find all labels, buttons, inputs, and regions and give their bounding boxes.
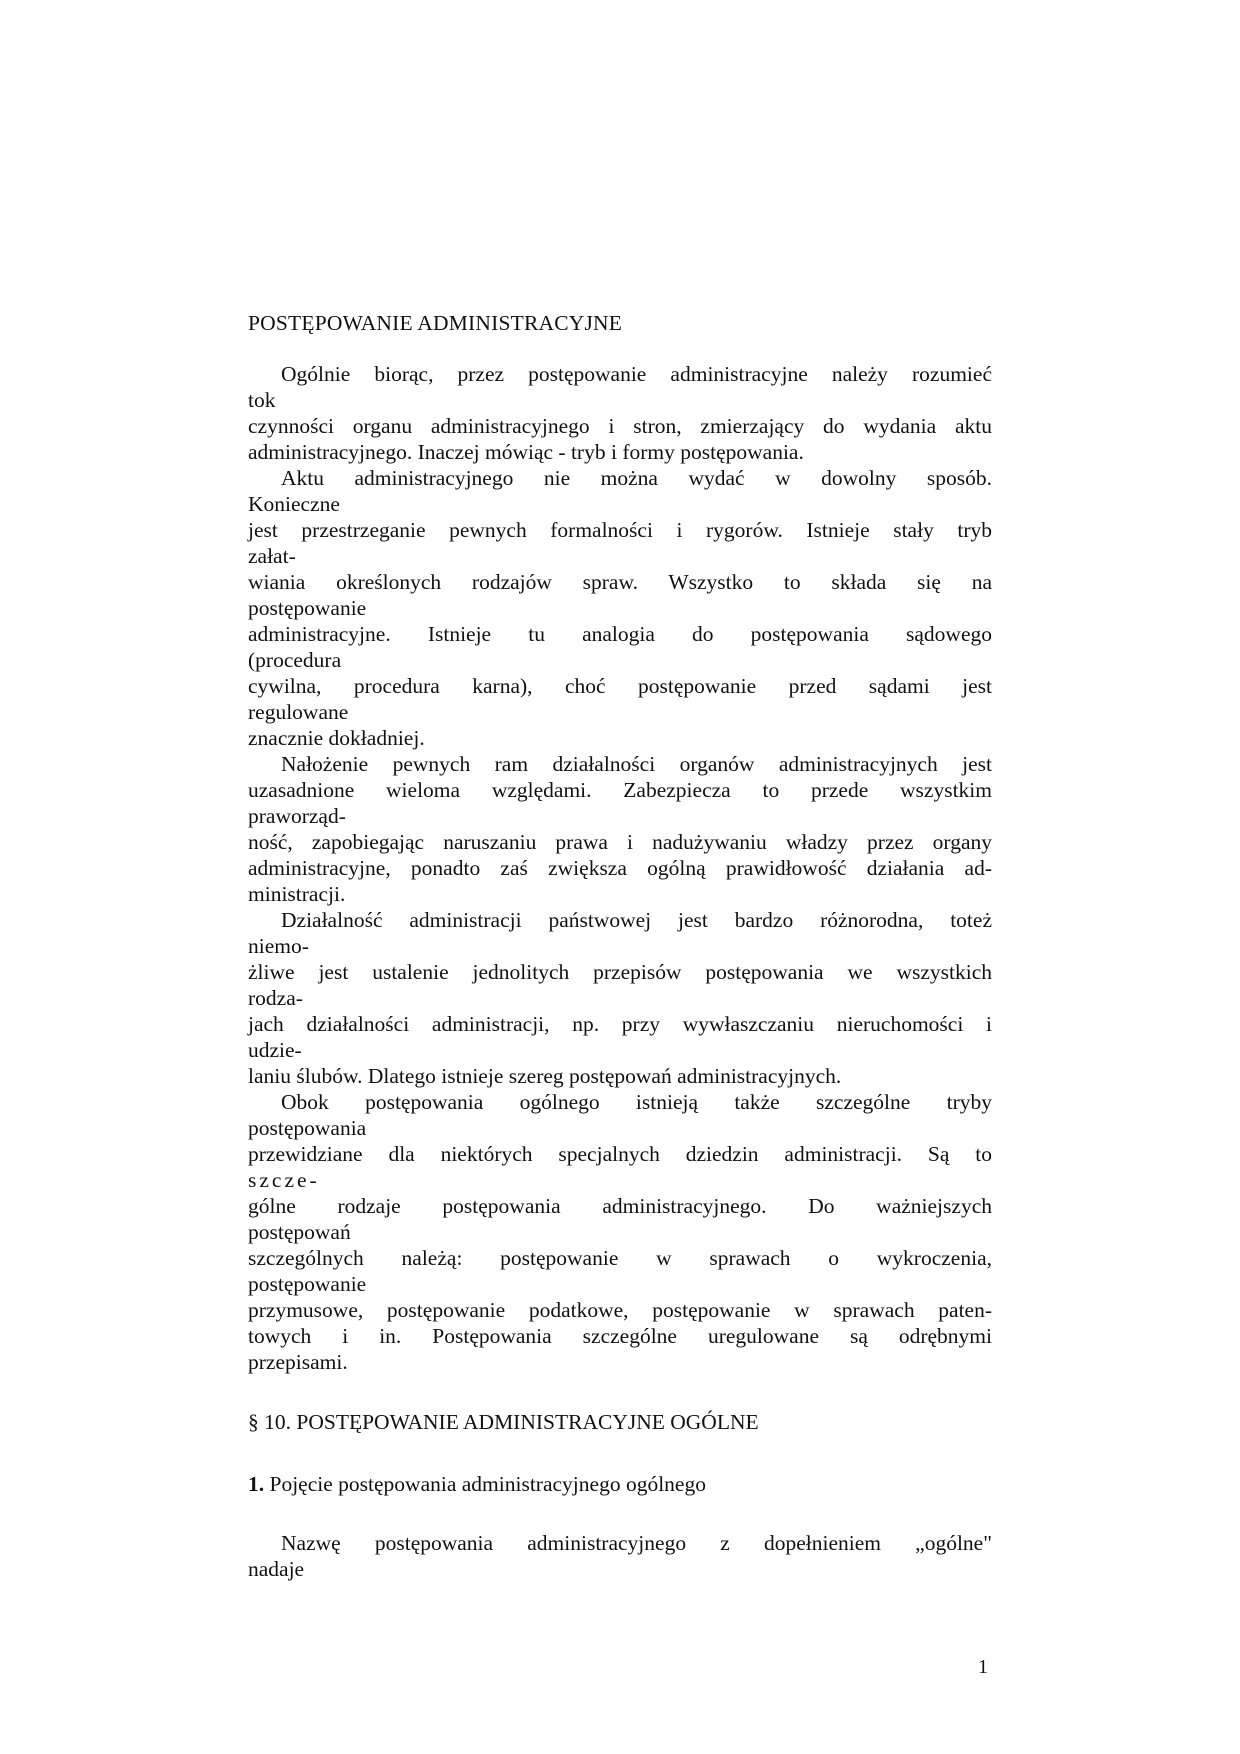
text-line: załat-: [248, 544, 296, 568]
text-line: szczególnych należą: postępowanie w sprawach o wykroczenia,: [248, 1246, 992, 1270]
text-line: Ogólnie biorąc, przez postępowanie administracyjne należy rozumieć: [281, 362, 992, 386]
text-line: żliwe jest ustalenie jednolitych przepisów postępowania we wszystkich: [248, 960, 992, 984]
paragraph: [248, 361, 992, 465]
document-title: POSTĘPOWANIE ADMINISTRACYJNE: [248, 311, 623, 335]
text-line: wiania określonych rodzajów spraw. Wszystko to składa się na: [248, 570, 992, 594]
page-number: 1: [978, 1656, 988, 1678]
text-line: Konieczne: [248, 492, 340, 516]
text-line: postępowania: [248, 1116, 367, 1140]
text-line: szcze-: [248, 1168, 320, 1192]
text-line: czynności organu administracyjnego i stron, zmierzający do wydania aktu: [248, 414, 992, 438]
text-line: gólne rodzaje postępowania administracyjnego. Do ważniejszych: [248, 1194, 992, 1218]
text-line: laniu ślubów. Dlatego istnieje szereg postępowań administracyjnych.: [248, 1064, 842, 1088]
text-line: Nałożenie pewnych ram działalności organów administracyjnych jest: [281, 752, 992, 776]
text-line: przewidziane dla niektórych specjalnych dziedzin administracji. Są to: [248, 1142, 992, 1166]
text-line: uzasadnione wieloma względami. Zabezpiecza to przede wszystkim: [248, 778, 992, 802]
text-line: postępowań: [248, 1220, 351, 1244]
text-line: administracyjnego. Inaczej mówiąc - tryb i formy postępowania.: [248, 440, 804, 464]
paragraph: [248, 465, 992, 751]
text-line: postępowanie: [248, 1272, 367, 1296]
text-line: administracyjne, ponadto zaś zwiększa ogólną prawidłowość działania ad-: [248, 856, 992, 880]
section-heading: § 10. POSTĘPOWANIE ADMINISTRACYJNE OGÓLNE: [248, 1410, 759, 1434]
text-column: [248, 310, 992, 1582]
paragraph: [248, 1089, 992, 1375]
text-line: (procedura: [248, 648, 342, 672]
text-line: praworząd-: [248, 804, 346, 828]
text-line: jest przestrzeganie pewnych formalności i rygorów. Istnieje stały tryb: [248, 518, 992, 542]
subsection-heading: [248, 1471, 992, 1497]
text-line: Aktu administracyjnego nie można wydać w dowolny sposób.: [281, 466, 992, 490]
document-body: [248, 361, 992, 1375]
paragraph: [248, 751, 992, 907]
text-line: postępowanie: [248, 596, 367, 620]
text-line: administracyjne. Istnieje tu analogia do postępowania sądowego: [248, 622, 992, 646]
text-line: niemo-: [248, 934, 309, 958]
text-line: Obok postępowania ogólnego istnieją także szczególne tryby: [281, 1090, 992, 1114]
text-line: towych i in. Postępowania szczególne uregulowane są odrębnymi: [248, 1324, 992, 1348]
text-line: cywilna, procedura karna), choć postępowanie przed sądami jest: [248, 674, 992, 698]
text-line: ność, zapobiegając naruszaniu prawa i nadużywaniu władzy przez organy: [248, 830, 992, 854]
text-line: Nazwę postępowania administracyjnego z dopełnieniem „ogólne": [281, 1531, 992, 1555]
text-line: znacznie dokładniej.: [248, 726, 425, 750]
text-line: jach działalności administracji, np. przy wywłaszczaniu nieruchomości i: [248, 1012, 992, 1036]
text-line: udzie-: [248, 1038, 302, 1062]
text-line: tok: [248, 388, 276, 412]
subsection-title: Pojęcie postępowania administracyjnego ogólnego: [269, 1472, 706, 1496]
text-line: nadaje: [248, 1557, 305, 1581]
text-line: rodza-: [248, 986, 303, 1010]
final-paragraph: [248, 1530, 992, 1582]
text-line: przymusowe, postępowanie podatkowe, postępowanie w sprawach paten-: [248, 1298, 992, 1322]
text-line: Działalność administracji państwowej jest bardzo różnorodna, toteż: [281, 908, 992, 932]
subsection-number: 1.: [248, 1472, 265, 1496]
text-line: ministracji.: [248, 882, 346, 906]
paragraph: [248, 907, 992, 1089]
text-line: regulowane: [248, 700, 349, 724]
text-line: przepisami.: [248, 1350, 348, 1374]
